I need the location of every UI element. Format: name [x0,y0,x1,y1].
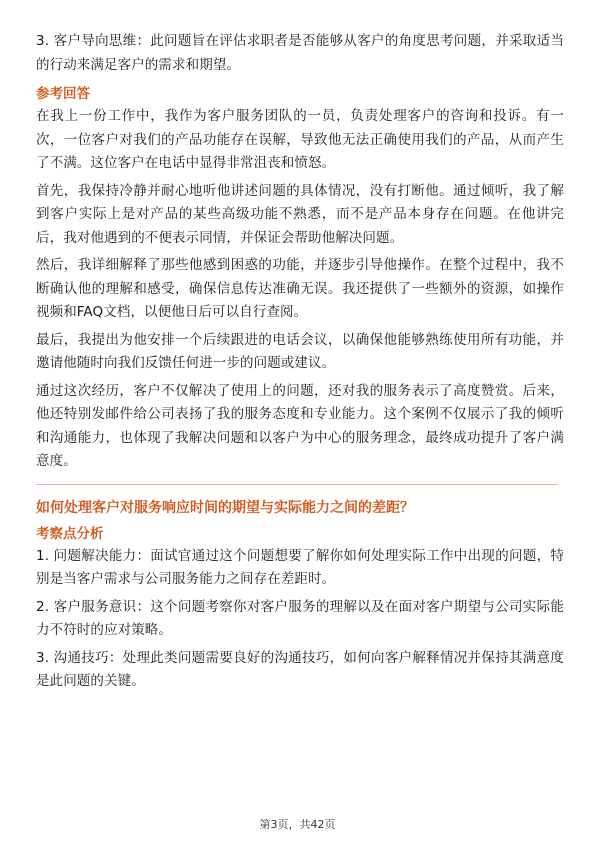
answer-heading: 参考回答 [36,86,90,102]
answer-paragraph-5: 通过这次经历，客户不仅解决了使用上的问题，还对我的服务表示了高度赞赏。后来，他还特别发邮件给公司表扬了我的服务态度和专业能力。这个案例不仅展示了我的倾听和沟通能力，也体现了我解决问题和以客户为中心的服务理念，最终成功提升了客户满意度。 [36,382,564,469]
analysis-heading: 考察点分析 [36,525,104,542]
question-title: 如何处理客户对服务响应时间的期望与实际能力之间的差距？ [36,499,414,516]
analysis-item-2: 2. 客户服务意识：这个问题考察你对客户服务的理解以及在面对客户期望与公司实际能力不符时的应对策略。 [36,598,564,638]
answer-paragraph-3: 然后，我详细解释了那些他感到困惑的功能，并逐步引导他操作。在整个过程中，我不断确认他的理解和感受，确保信息传达准确无误。我还提供了一些额外的资源，如操作视频和FAQ文档，以便他日后可以自行查阅。 [36,257,564,320]
answer-paragraph-2: 首先，我保持冷静并耐心地听他讲述问题的具体情况，没有打断他。通过倾听，我了解到客户实际上是对产品的某些高级功能不熟悉，而不是产品本身存在问题。在他讲完后，我对他遇到的不便表示同情，并保证会帮助他解决问题。 [36,182,564,246]
analysis-item-3: 3. 沟通技巧：处理此类问题需要良好的沟通技巧，如何向客户解释情况并保持其满意度是此问题的关键。 [36,649,564,689]
answer-paragraph-1: 在我上一份工作中，我作为客户服务团队的一员，负责处理客户的咨询和投诉。有一次，一位客户对我们的产品功能存在误解，导致他无法正确使用我们的产品，从而产生了不满。这位客户在电话中显得非常沮丧和愤怒。 [36,108,564,171]
section-divider [36,484,558,485]
answer-paragraph-4: 最后，我提出为他安排一个后续跟进的电话会议，以确保他能够熟练使用所有功能，并邀请他随时向我们反馈任何进一步的问题或建议。 [36,331,564,371]
document-page [36,30,564,698]
criteria-item-3: 3. 客户导向思维：此问题旨在评估求职者是否能够从客户的角度思考问题，并采取适当的行动来满足客户的需求和期望。 [36,33,564,73]
page-footer: 第3页，共42页 [259,818,336,831]
analysis-item-1: 1. 问题解决能力：面试官通过这个问题想要了解你如何处理实际工作中出现的问题，特别是当客户需求与公司服务能力之间存在差距时。 [36,547,564,587]
